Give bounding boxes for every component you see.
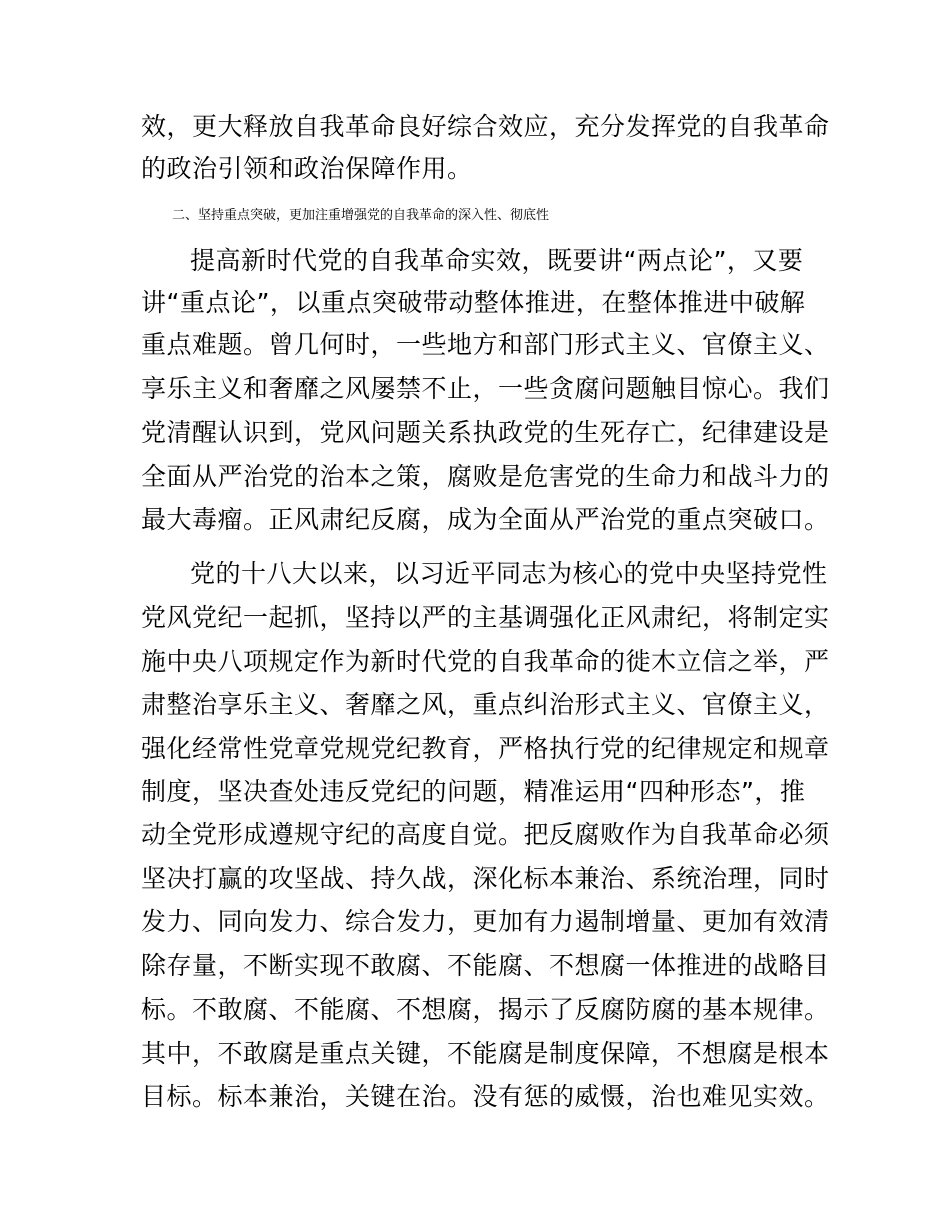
paragraph-3-line-7: 动全党形成遵规守纪的高度自觉。把反腐败作为自我革命必须	[141, 820, 830, 849]
paragraph-3-line-10: 除存量，不断实现不敢腐、不能腐、不想腐一体推进的战略目	[141, 951, 830, 980]
paragraph-1-line-1: 效，更大释放自我革命良好综合效应，充分发挥党的自我革命	[141, 112, 830, 141]
paragraph-2-line-6: 全面从严治党的治本之策，腐败是危害党的生命力和战斗力的	[141, 462, 830, 491]
paragraph-2-line-3: 重点难题。曾几何时，一些地方和部门形式主义、官僚主义、	[141, 330, 830, 359]
paragraph-2-line-4: 享乐主义和奢靡之风屡禁不止，一些贪腐问题触目惊心。我们	[141, 374, 830, 403]
paragraph-3-line-2: 党风党纪一起抓，坚持以严的主基调强化正风肃纪，将制定实	[141, 603, 830, 632]
section-heading: 二、坚持重点突破，更加注重增强党的自我革命的深入性、彻底性	[172, 208, 550, 223]
paragraph-3-line-9: 发力、同向发力、综合发力，更加有力遏制增量、更加有效清	[141, 907, 830, 936]
paragraph-3-line-1: 党的十八大以来，以习近平同志为核心的党中央坚持党性	[190, 559, 828, 588]
paragraph-2-line-7: 最大毒瘤。正风肃纪反腐，成为全面从严治党的重点突破口。	[141, 505, 830, 534]
paragraph-3-line-12: 其中，不敢腐是重点关键，不能腐是制度保障，不想腐是根本	[141, 1039, 830, 1068]
paragraph-3-line-3: 施中央八项规定作为新时代党的自我革命的徙木立信之举，严	[141, 647, 830, 676]
paragraph-3-line-6: 制度，坚决查处违反党纪的问题，精准运用“四种形态”，推	[141, 777, 806, 806]
paragraph-3-line-13: 目标。标本兼治，关键在治。没有惩的威慑，治也难见实效。	[141, 1082, 830, 1111]
paragraph-3-line-5: 强化经常性党章党规党纪教育，严格执行党的纪律规定和规章	[141, 734, 830, 763]
paragraph-3-line-4: 肃整治享乐主义、奢靡之风，重点纠治形式主义、官僚主义，	[141, 690, 830, 719]
paragraph-3-line-8: 坚决打赢的攻坚战、持久战，深化标本兼治、系统治理，同时	[141, 864, 830, 893]
paragraph-2-line-2: 讲“重点论”，以重点突破带动整体推进，在整体推进中破解	[141, 288, 806, 317]
paragraph-1-line-2: 的政治引领和政治保障作用。	[141, 154, 473, 183]
paragraph-3-line-11: 标。不敢腐、不能腐、不想腐，揭示了反腐防腐的基本规律。	[141, 995, 830, 1024]
paragraph-2-line-1: 提高新时代党的自我革命实效，既要讲“两点论”，又要	[190, 246, 804, 275]
paragraph-2-line-5: 党清醒认识到，党风问题关系执政党的生死存亡，纪律建设是	[141, 418, 830, 447]
